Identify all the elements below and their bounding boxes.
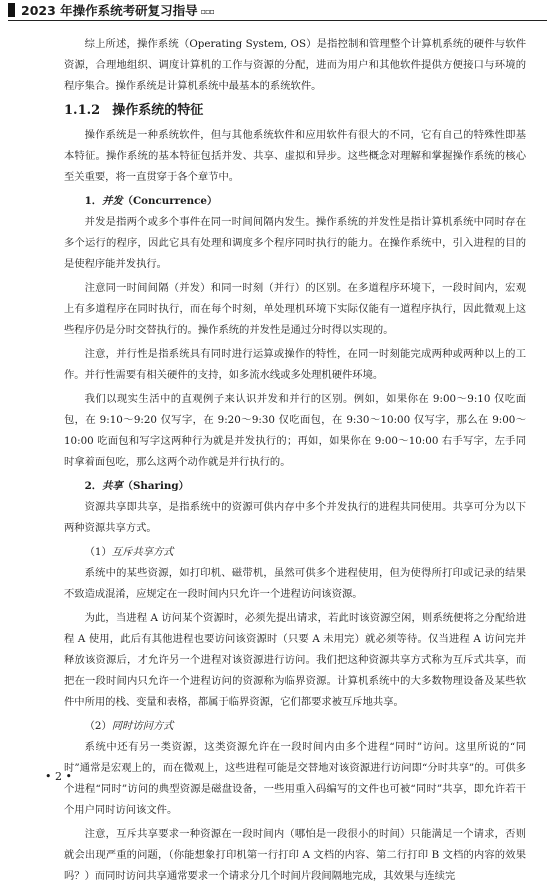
paragraph-mutex-detail: 为此，当进程 A 访问某个资源时，必须先提出请求，若此时该资源空闲，则系统便将之分配给进程 A 使用，此后有其他进程也要访问该资源时（只要 A 未用完）就必须等待。仅当进程 A 访问完并释放该资源后，才允许另一个进程对该资源进行访问。我们把这种资源共享方式称为互斥式共享，而把在一段时间内只允许一个进程访问的资源称为临界资源。计算机系统中的大多数物理设备及某些软件中所用的栈、变量和表格，都属于临界资源，它们都要求被互斥地共享。 [64,612,526,708]
subsubsection-number: （1） [84,546,112,558]
paragraph-parallel-note: 注意，并行性是指系统具有同时进行运算或操作的特性，在同一时刻能完成两种或两种以上的工作。并行性需要有相关硬件的支持，如多流水线或多处理机硬件环境。 [64,348,526,381]
header-decoration: ▫▫▫ [200,7,214,16]
subsection-heading-sharing [64,476,526,497]
subsubsection-heading-simultaneous [64,716,526,737]
paragraph-example: 我们以现实生活中的直观例子来认识并发和并行的区别。例如，如果你在 9:00～9:10 仅吃面包，在 9:10～9:20 仅写字，在 9:20～9:30 仅吃面包，在 9:30～10:00 仅写字，那么在 9:00～10:00 吃面包和写字这两种行为就是并发执行的；再如，如果你在 9:00～10:00 右手写字，左手同时拿着面包吃，那么这两个动作就是并行执行的。 [64,393,526,468]
section-title: 操作系统的特征 [112,103,204,118]
book-title-text: 2023 年操作系统考研复习指导 [21,3,198,18]
paragraph-sharing-def: 资源共享即共享，是指系统中的资源可供内存中多个并发执行的进程共同使用。共享可分为以下两种资源共享方式。 [64,501,526,534]
header-bar-mark [8,3,15,17]
subsubsection-term: 同时访问方式 [111,720,174,732]
subsubsection-heading-mutex [64,542,526,563]
page-body [64,34,526,890]
paragraph-comparison-note: 注意，互斥共享要求一种资源在一段时间内（哪怕是一段很小的时间）只能满足一个请求，否则就会出现严重的问题，（你能想象打印机第一行打印 A 文档的内容、第二行打印 B 文档的内容的效果吗？）而同时访问共享通常要求一个请求分几个时间片段间隔地完成，其效果与连续完 [64,828,526,882]
subsection-term: 共享 [102,480,123,492]
section-number: 1.1.2 [64,103,101,118]
paragraph-mutex-resources: 系统中的某些资源，如打印机、磁带机，虽然可供多个进程使用，但为使得所打印或记录的结果不致造成混淆，应规定在一段时间内只允许一个进程访问该资源。 [64,567,526,600]
paragraph-concurrency-def: 并发是指两个或多个事件在同一时间间隔内发生。操作系统的并发性是指计算机系统中同时存在多个运行的程序，因此它具有处理和调度多个程序同时执行的能力。在操作系统中，引入进程的目的是使程序能并发执行。 [64,216,526,270]
book-title [21,1,214,19]
section-heading [64,100,526,122]
subsection-english: （Sharing） [122,480,189,492]
subsubsection-term: 互斥共享方式 [111,546,174,558]
paragraph-concurrency-note: 注意同一时间间隔（并发）和同一时刻（并行）的区别。在多道程序环境下，一段时间内，宏观上有多道程序在同时执行，而在每个时刻，单处理机环境下实际仅能有一道程序执行，因此微观上这些程序仍是分时交替执行的。操作系统的并发性是通过分时得以实现的。 [64,282,526,336]
subsection-term: 并发 [102,195,123,207]
subsection-heading-concurrency [64,191,526,212]
subsubsection-number: （2） [84,720,112,732]
running-header [8,0,547,21]
paragraph-features-intro: 操作系统是一种系统软件，但与其他系统软件和应用软件有很大的不同，它有自己的特殊性即基本特征。操作系统的基本特征包括并发、共享、虚拟和异步。这些概念对理解和掌握操作系统的核心至关重要，将一直贯穿于各个章节中。 [64,129,526,183]
page-number: • 2 • [45,770,72,783]
subsection-english: （Concurrence） [122,195,218,207]
subsection-number: 1． [84,195,103,207]
paragraph-simultaneous-access: 系统中还有另一类资源，这类资源允许在一段时间内由多个进程“同时”访问。这里所说的“同时”通常是宏观上的，而在微观上，这些进程可能是交替地对该资源进行访问即“分时共享”的。可供多个进程“同时”访问的典型资源是磁盘设备，一些用重入码编写的文件也可被“同时”共享，即允许若干个用户同时访问该文件。 [64,741,526,816]
subsection-number: 2． [84,480,103,492]
paragraph-os-definition: 综上所述，操作系统（Operating System, OS）是指控制和管理整个计算机系统的硬件与软件资源，合理地组织、调度计算机的工作与资源的分配，进而为用户和其他软件提供方便接口与环境的程序集合。操作系统是计算机系统中最基本的系统软件。 [64,38,526,92]
